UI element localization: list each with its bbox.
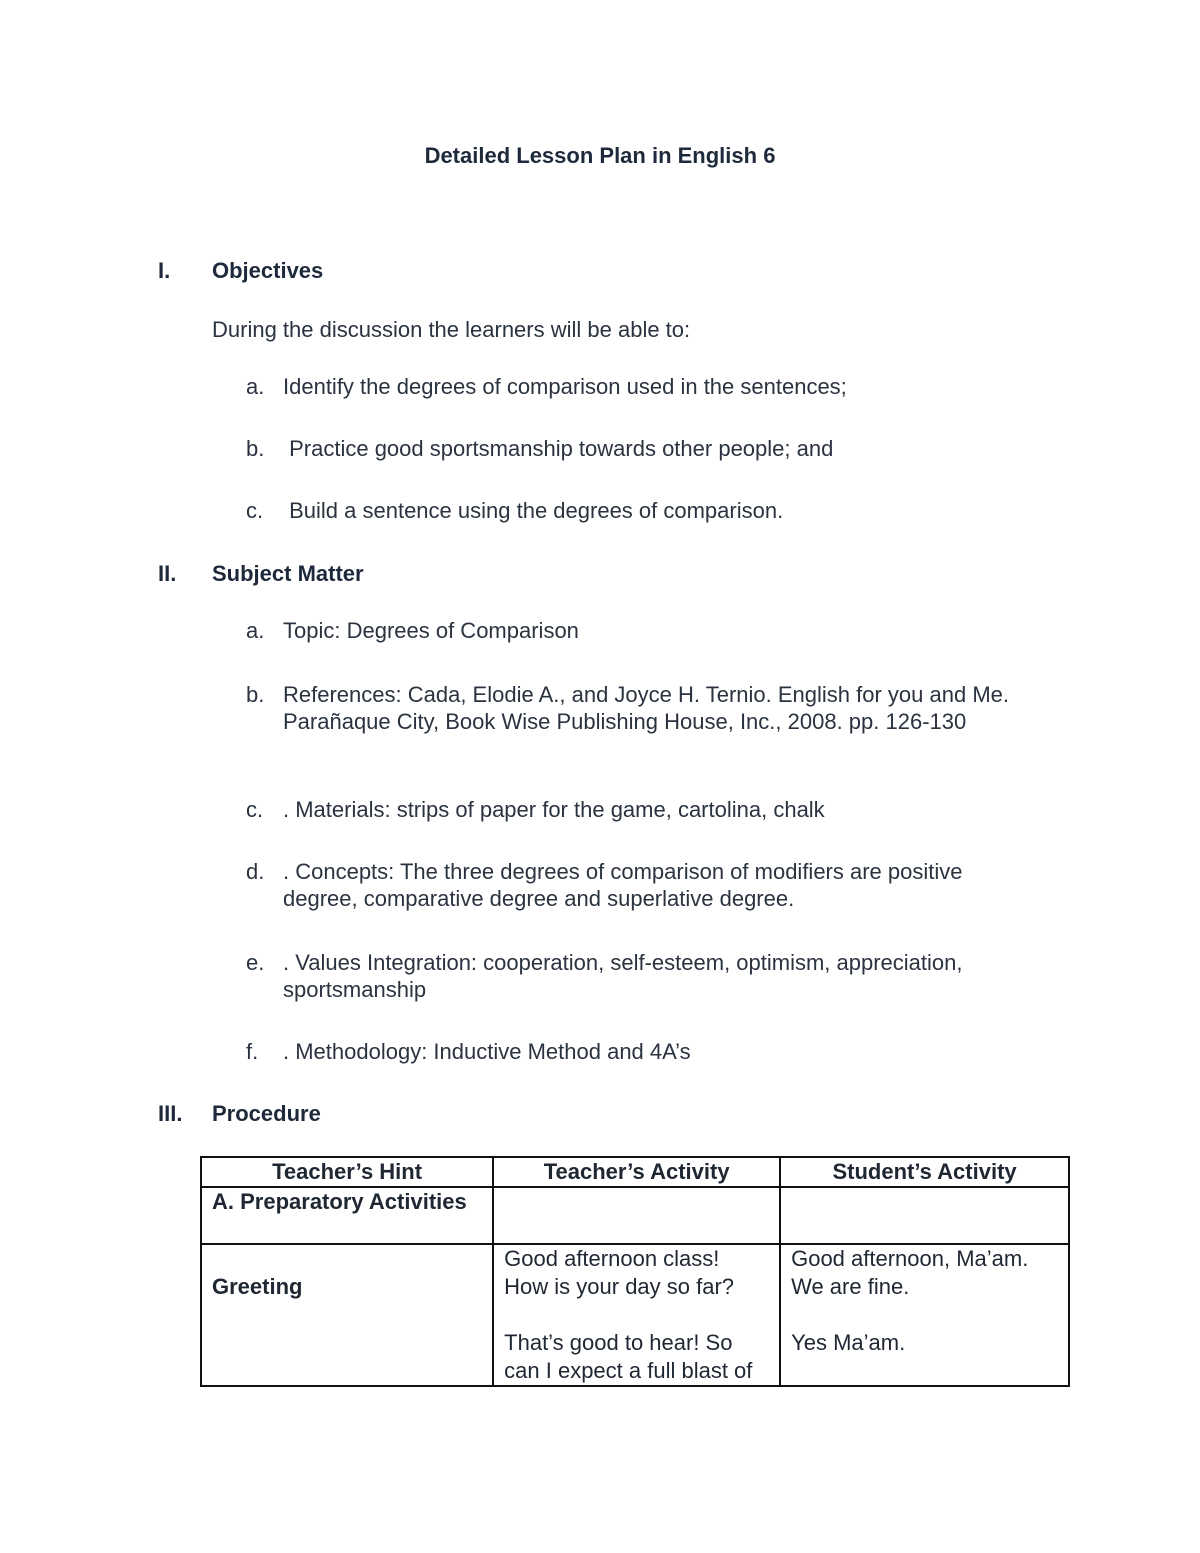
subject-item-materials: . Materials: strips of paper for the game, cartolina, chalk (283, 797, 825, 822)
cell-empty (493, 1187, 780, 1244)
subject-letter-e: e. (246, 950, 265, 975)
procedure-table (200, 1156, 1070, 1387)
section-heading-subject-matter: Subject Matter (212, 561, 364, 586)
objective-letter-a: a. (246, 374, 265, 399)
teacher-line: can I expect a full blast of (504, 1358, 753, 1383)
subject-item-references: References: Cada, Elodie A., and Joyce H. Ternio. English for you and Me. Parañaque City, Book Wise Publishing House, Inc., 2008. pp. 126-130 (283, 682, 1009, 734)
subject-item-values: . Values Integration: cooperation, self-esteem, optimism, appreciation, sportsmanship (283, 950, 963, 1002)
objective-item-b: Practice good sportsmanship towards other people; and (283, 436, 834, 461)
subject-item-methodology: . Methodology: Inductive Method and 4A’s (283, 1039, 691, 1064)
cell-greeting (201, 1244, 493, 1386)
header-teachers-hint: Teacher’s Hint (201, 1157, 493, 1187)
student-line: We are fine. (791, 1274, 910, 1299)
objective-letter-b: b. (246, 436, 265, 461)
subject-letter-a: a. (246, 618, 265, 643)
cell-empty (780, 1187, 1069, 1244)
section-number-objectives: I. (158, 258, 171, 283)
section-heading-objectives: Objectives (212, 258, 324, 283)
objective-letter-c: c. (246, 498, 264, 523)
table-row (201, 1187, 1069, 1244)
objective-item-a: Identify the degrees of comparison used in the sentences; (283, 374, 847, 399)
section-number-subject-matter: II. (158, 561, 177, 586)
cell-student-greeting (780, 1244, 1069, 1386)
greeting-label: Greeting (212, 1274, 303, 1299)
objectives-intro: During the discussion the learners will be able to: (212, 317, 691, 342)
table-header-row (201, 1157, 1069, 1187)
document-title: Detailed Lesson Plan in English 6 (424, 143, 776, 168)
objective-item-c: Build a sentence using the degrees of comparison. (283, 498, 784, 523)
student-line: Good afternoon, Ma’am. (791, 1246, 1029, 1271)
student-line: Yes Ma’am. (791, 1330, 906, 1355)
subject-letter-b: b. (246, 682, 265, 707)
section-number-procedure: III. (158, 1101, 183, 1126)
header-teachers-activity: Teacher’s Activity (493, 1157, 780, 1187)
teacher-line: How is your day so far? (504, 1274, 735, 1299)
subject-item-concepts: . Concepts: The three degrees of comparison of modifiers are positive degree, comparative degree and superlative degree. (283, 859, 963, 911)
subject-letter-d: d. (246, 859, 265, 884)
teacher-line (504, 1301, 769, 1329)
table-row (201, 1244, 1069, 1386)
teacher-line: Good afternoon class! (504, 1246, 720, 1271)
subject-item-topic: Topic: Degrees of Comparison (283, 618, 579, 643)
student-line (791, 1301, 1058, 1329)
teacher-line: That’s good to hear! So (504, 1330, 733, 1355)
cell-preparatory-activities: A. Preparatory Activities (201, 1187, 493, 1244)
header-students-activity: Student’s Activity (780, 1157, 1069, 1187)
subject-letter-f: f. (246, 1039, 259, 1064)
subject-letter-c: c. (246, 797, 264, 822)
section-heading-procedure: Procedure (212, 1101, 321, 1126)
cell-teacher-greeting (493, 1244, 780, 1386)
